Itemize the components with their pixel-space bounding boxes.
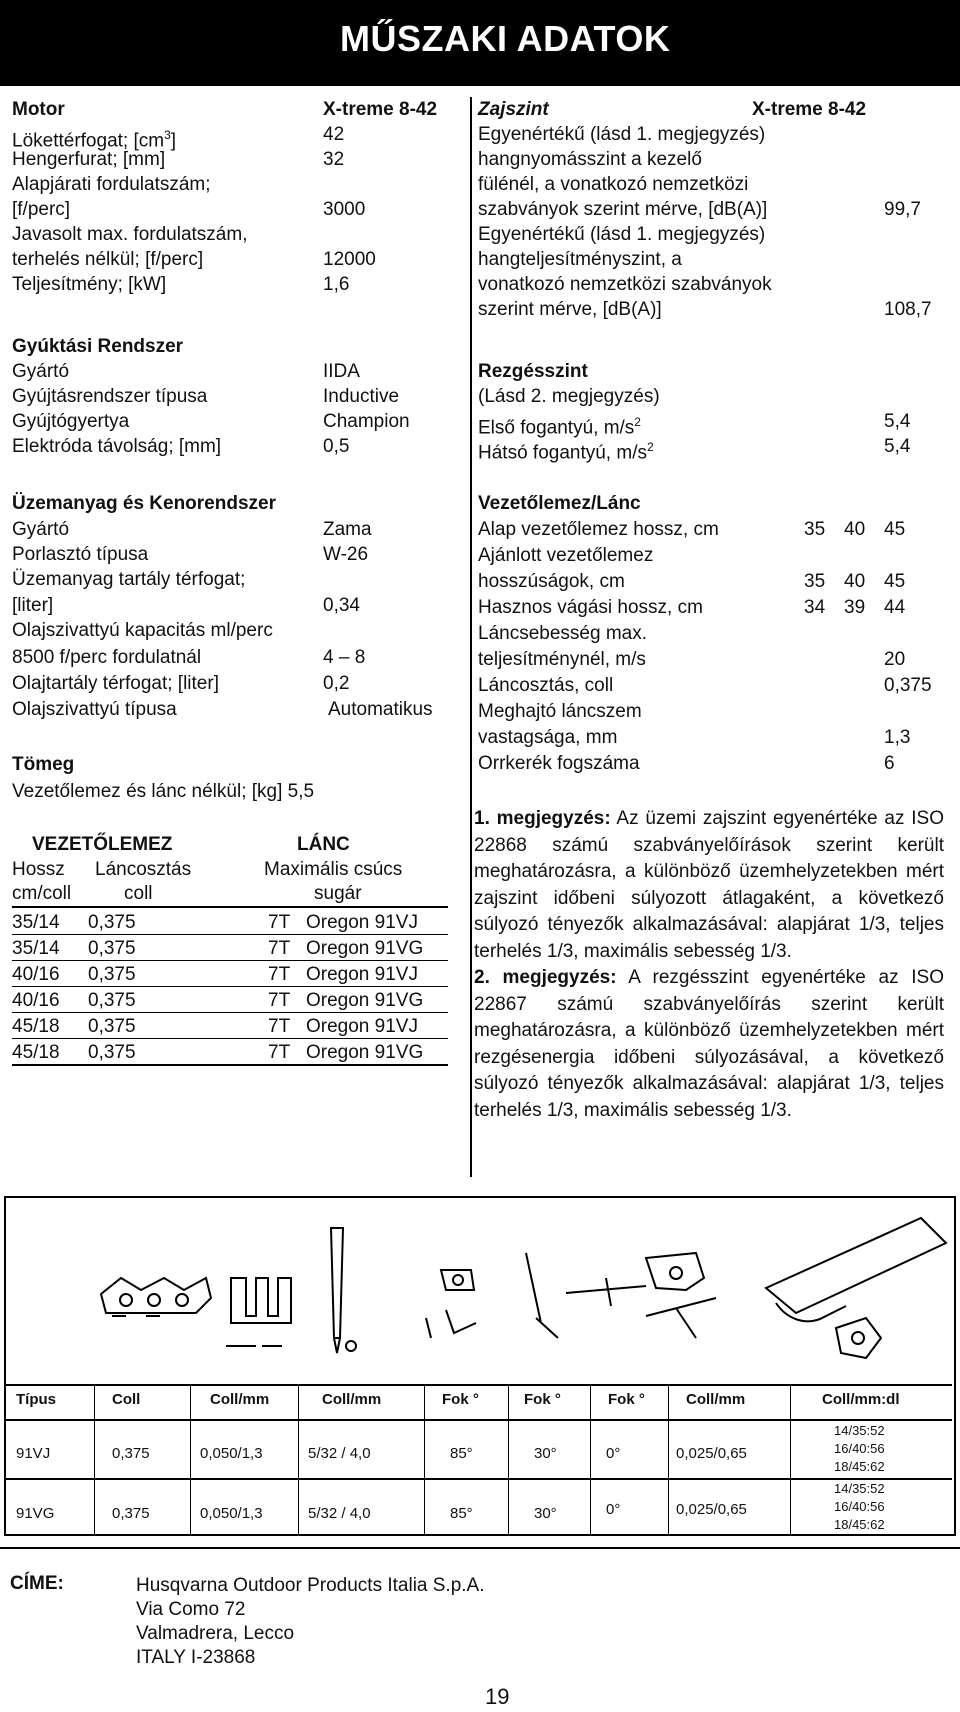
table-row-radius: 7T	[268, 1042, 291, 1063]
fuel-row-label: Olajszivattyú típusa	[12, 699, 177, 720]
barchain-label: Hasznos vágási hossz, cm	[478, 597, 703, 618]
barchain-value: 34	[804, 597, 826, 618]
table-row-pitch: 0,375	[88, 912, 136, 933]
noise-value: 108,7	[884, 299, 932, 320]
grind-col-line	[590, 1384, 591, 1534]
grind-table-line	[6, 1384, 952, 1386]
bar-table-row-line	[12, 986, 448, 987]
address-line: Via Como 72	[136, 1599, 246, 1620]
table-row-pitch: 0,375	[88, 990, 136, 1011]
noise-model: X-treme 8-42	[752, 99, 867, 120]
noise-line: szerint mérve, [dB(A)]	[478, 299, 662, 320]
weight-heading: Tömeg	[12, 754, 75, 775]
noise-line: hangteljesítményszint, a	[478, 249, 682, 270]
guide-bar-icon	[766, 1218, 946, 1358]
table-row-radius: 7T	[268, 1016, 291, 1037]
ignition-row-value: IIDA	[323, 361, 360, 382]
grind-header: Fok °	[442, 1391, 479, 1408]
chain-gauge-icon	[226, 1278, 291, 1346]
address-line: Valmadrera, Lecco	[136, 1623, 295, 1644]
grind-cell: 85°	[450, 1445, 473, 1462]
fuel-row-value: Zama	[323, 519, 372, 540]
grind-header: Coll/mm	[686, 1391, 746, 1408]
barchain-label: hosszúságok, cm	[478, 571, 625, 592]
barchain-value: 40	[844, 519, 866, 540]
bar-table-col-head: Hossz	[12, 859, 65, 880]
barchain-value: 20	[884, 649, 906, 670]
barchain-value: 35	[804, 571, 826, 592]
barchain-value: 6	[884, 753, 895, 774]
page-title: MŰSZAKI ADATOK	[340, 18, 671, 59]
tooth-side-icon	[646, 1253, 704, 1290]
note-2: 2. megjegyzés: A rezgésszint egyenértéke az ISO 22867 számú szabványelőírás szerint került meghatározásra, a különböző üzemhelyzetekben mért rezgésenergia időbeni súlyozásával, a következő súlyozó tényezők alkalmazásával: alapjárat 1/3, teljes terhelés 1/3, maximális sebesség 1/3.	[474, 967, 945, 1121]
fuel-row-label: [liter]	[12, 595, 54, 616]
barchain-label: teljesítménynél, m/s	[478, 649, 646, 670]
barchain-heading: Vezetőlemez/Lánc	[478, 493, 641, 514]
table-row-chain: Oregon 91VJ	[306, 1016, 418, 1037]
grind-col-line	[668, 1384, 669, 1534]
fuel-row-value: W-26	[323, 544, 369, 565]
noise-line: hangnyomásszint a kezelő	[478, 149, 702, 170]
ignition-heading: Gyúktási Rendszer	[12, 336, 184, 357]
grind-header: Coll/mm:dl	[822, 1391, 900, 1408]
grind-cell: 5/32 / 4,0	[308, 1445, 371, 1462]
ignition-row-value: Inductive	[323, 386, 400, 407]
grind-header: Coll/mm	[210, 1391, 270, 1408]
column-divider	[470, 97, 472, 1177]
motor-maxspeed-label: Javasolt max. fordulatszám,	[12, 224, 248, 245]
grind-dl: 18/45:62	[834, 1459, 885, 1474]
barchain-label: Láncosztás, coll	[478, 675, 614, 696]
table-row-length: 40/16	[12, 990, 60, 1011]
fuel-row-label: Üzemanyag tartály térfogat;	[12, 569, 246, 590]
grind-dl: 14/35:52	[834, 1481, 885, 1496]
address-separator	[0, 1547, 960, 1549]
ignition-row-value: Champion	[323, 411, 410, 432]
ignition-row-label: Gyártó	[12, 361, 70, 382]
table-row-length: 35/14	[12, 938, 60, 959]
grind-col-line	[94, 1384, 95, 1534]
table-row-chain: Oregon 91VG	[306, 990, 424, 1011]
address-line: ITALY I-23868	[136, 1647, 256, 1668]
fuel-row-label: Gyártó	[12, 519, 70, 540]
motor-idle-label: Alapjárati fordulatszám;	[12, 174, 211, 195]
grind-table-line	[6, 1478, 952, 1480]
barchain-value: 1,3	[884, 727, 911, 748]
table-row-chain: Oregon 91VJ	[306, 912, 418, 933]
fuel-row-label: 8500 f/perc fordulatnál	[12, 647, 202, 668]
noise-line: Egyenértékű (lásd 1. megjegyzés)	[478, 124, 766, 145]
grind-header: Típus	[16, 1391, 56, 1408]
grind-cell: 91VG	[16, 1505, 55, 1522]
motor-idle-unit: [f/perc]	[12, 199, 71, 220]
grind-col-line	[424, 1384, 425, 1534]
barchain-label: Orrkerék fogszáma	[478, 753, 640, 774]
grind-header: Coll	[112, 1391, 141, 1408]
vibration-note: (Lásd 2. megjegyzés)	[478, 386, 660, 407]
motor-model: X-treme 8-42	[323, 99, 438, 120]
grind-cell: 0,050/1,3	[200, 1445, 263, 1462]
grind-cell: 0,050/1,3	[200, 1505, 263, 1522]
motor-idle-value: 3000	[323, 199, 366, 220]
table-row-length: 35/14	[12, 912, 60, 933]
barchain-label: Meghajtó láncszem	[478, 701, 642, 722]
grind-col-line	[508, 1384, 509, 1534]
noise-value: 99,7	[884, 199, 921, 220]
notes-block	[474, 806, 944, 1124]
vibration-heading: Rezgésszint	[478, 361, 588, 382]
grind-header: Fok °	[524, 1391, 561, 1408]
grind-col-line	[190, 1384, 191, 1534]
table-row-length: 40/16	[12, 964, 60, 985]
grind-cell: 30°	[534, 1505, 557, 1522]
motor-bore-label: Hengerfurat; [mm]	[12, 149, 166, 170]
grind-cell: 0,025/0,65	[676, 1501, 747, 1518]
fuel-row-value: Automatikus	[328, 699, 433, 720]
sharpening-illustrations	[6, 1198, 952, 1380]
grind-header: Fok °	[608, 1391, 645, 1408]
address-label: CÍME:	[10, 1573, 64, 1594]
motor-bore-value: 32	[323, 149, 345, 170]
vibration-rear-label: Hátsó fogantyú, $m/s^2$	[478, 440, 654, 464]
weight-row: Vezetőlemez és lánc nélkül; [kg] 5,5	[12, 781, 315, 802]
noise-heading: Zajszint	[478, 99, 549, 120]
barchain-value: 45	[884, 519, 906, 540]
barchain-value: 35	[804, 519, 826, 540]
bar-table-col-unit: coll	[124, 883, 153, 904]
ignition-row-value: 0,5	[323, 436, 350, 457]
table-row-chain: Oregon 91VJ	[306, 964, 418, 985]
noise-line: fülénél, a vonatkozó nemzetközi	[478, 174, 749, 195]
bar-table-row-line	[12, 1012, 448, 1013]
grind-dl: 18/45:62	[834, 1517, 885, 1532]
table-row-radius: 7T	[268, 912, 291, 933]
barchain-value: 0,375	[884, 675, 932, 696]
grind-dl: 14/35:52	[834, 1423, 885, 1438]
fuel-row-value: 0,34	[323, 595, 360, 616]
grind-cell: 0,025/0,65	[676, 1445, 747, 1462]
motor-displacement-label: Lökettérfogat; $[cm^3]$	[12, 128, 177, 152]
table-row-pitch: 0,375	[88, 964, 136, 985]
fuel-row-value: 4 – 8	[323, 647, 366, 668]
noise-line: Egyenértékű (lásd 1. megjegyzés)	[478, 224, 766, 245]
grind-cell: 0,375	[112, 1505, 150, 1522]
grind-cell: 91VJ	[16, 1445, 51, 1462]
filing-angle-icon	[566, 1278, 716, 1338]
barchain-value: 45	[884, 571, 906, 592]
bar-table-row-line	[12, 960, 448, 961]
grind-cell: 5/32 / 4,0	[308, 1505, 371, 1522]
ignition-row-label: Elektróda távolság; [mm]	[12, 436, 222, 457]
bar-table-col-unit: cm/coll	[12, 883, 72, 904]
vibration-front-label: Első fogantyú, $m/s^2$	[478, 415, 641, 439]
ignition-row-label: Gyújtásrendszer típusa	[12, 386, 208, 407]
ignition-row-label: Gyújtógyertya	[12, 411, 130, 432]
grind-cell: 0°	[606, 1445, 621, 1462]
round-file-icon	[331, 1228, 356, 1353]
table-row-radius: 7T	[268, 938, 291, 959]
bar-table-row-line	[12, 934, 448, 935]
grind-dl: 16/40:56	[834, 1441, 885, 1456]
barchain-label: Alap vezetőlemez hossz, cm	[478, 519, 719, 540]
barchain-value: 40	[844, 571, 866, 592]
bar-table-row-line	[12, 1038, 448, 1039]
table-row-radius: 7T	[268, 964, 291, 985]
noise-line: szabványok szerint mérve, [dB(A)]	[478, 199, 768, 220]
grind-col-line	[790, 1384, 791, 1534]
fuel-row-label: Olajszivattyú kapacitás ml/perc	[12, 620, 273, 641]
table-row-pitch: 0,375	[88, 1042, 136, 1063]
fuel-row-label: Olajtartály térfogat; [liter]	[12, 673, 219, 694]
barchain-value: 44	[884, 597, 906, 618]
table-row-length: 45/18	[12, 1016, 60, 1037]
vibration-rear-value: 5,4	[884, 436, 911, 457]
table-row-pitch: 0,375	[88, 1016, 136, 1037]
barchain-label: Ajánlott vezetőlemez	[478, 545, 654, 566]
grind-cell: 30°	[534, 1445, 557, 1462]
motor-power-value: 1,6	[323, 274, 350, 295]
page-number: 19	[485, 1684, 510, 1709]
vibration-front-value: 5,4	[884, 411, 911, 432]
grind-dl: 16/40:56	[834, 1499, 885, 1514]
bar-table-col-head: Láncosztás	[95, 859, 192, 880]
address-line: Husqvarna Outdoor Products Italia S.p.A.	[136, 1575, 485, 1596]
motor-displacement-value: 42	[323, 124, 345, 145]
table-row-pitch: 0,375	[88, 938, 136, 959]
file-holder-icon	[426, 1253, 558, 1338]
barchain-value: 39	[844, 597, 866, 618]
chain-icon	[101, 1278, 211, 1316]
bar-table-divider	[12, 1064, 448, 1066]
bar-table-head-chain: LÁNC	[297, 834, 350, 855]
table-row-length: 45/18	[12, 1042, 60, 1063]
note-1: 1. megjegyzés: Az üzemi zajszint egyenértéke az ISO 22868 számú szabványelőírások szerint került meghatározásra, a különböző üzemhelyzetekben mért zajszint időbeni súlyozott átlagaként, a következő súlyozó tényezők alkalmazásával: alapjárat 1/3, teljes terhelés 1/3, maximális sebesség 1/3.	[474, 808, 944, 962]
barchain-label: vastagsága, mm	[478, 727, 618, 748]
bar-table-head-bar: VEZETŐLEMEZ	[32, 834, 173, 855]
grind-header: Coll/mm	[322, 1391, 382, 1408]
fuel-row-label: Porlasztó típusa	[12, 544, 149, 565]
grind-cell: 0°	[606, 1501, 621, 1518]
grind-table-line	[6, 1419, 952, 1421]
bar-table-divider	[12, 906, 448, 908]
motor-maxspeed-unit: terhelés nélkül; [f/perc]	[12, 249, 204, 270]
fuel-row-value: 0,2	[323, 673, 350, 694]
barchain-label: Láncsebesség max.	[478, 623, 647, 644]
noise-line: vonatkozó nemzetközi szabványok	[478, 274, 772, 295]
grind-cell: 85°	[450, 1505, 473, 1522]
motor-power-label: Teljesítmény; [kW]	[12, 274, 167, 295]
motor-maxspeed-value: 12000	[323, 249, 376, 270]
fuel-heading: Üzemanyag és Kenorendszer	[12, 493, 276, 514]
bar-table-col-head: Maximális csúcs	[264, 859, 403, 880]
motor-heading: Motor	[12, 99, 65, 120]
grind-col-line	[298, 1384, 299, 1534]
table-row-chain: Oregon 91VG	[306, 938, 424, 959]
table-row-radius: 7T	[268, 990, 291, 1011]
grind-cell: 0,375	[112, 1445, 150, 1462]
table-row-chain: Oregon 91VG	[306, 1042, 424, 1063]
bar-table-col-unit: sugár	[314, 883, 362, 904]
